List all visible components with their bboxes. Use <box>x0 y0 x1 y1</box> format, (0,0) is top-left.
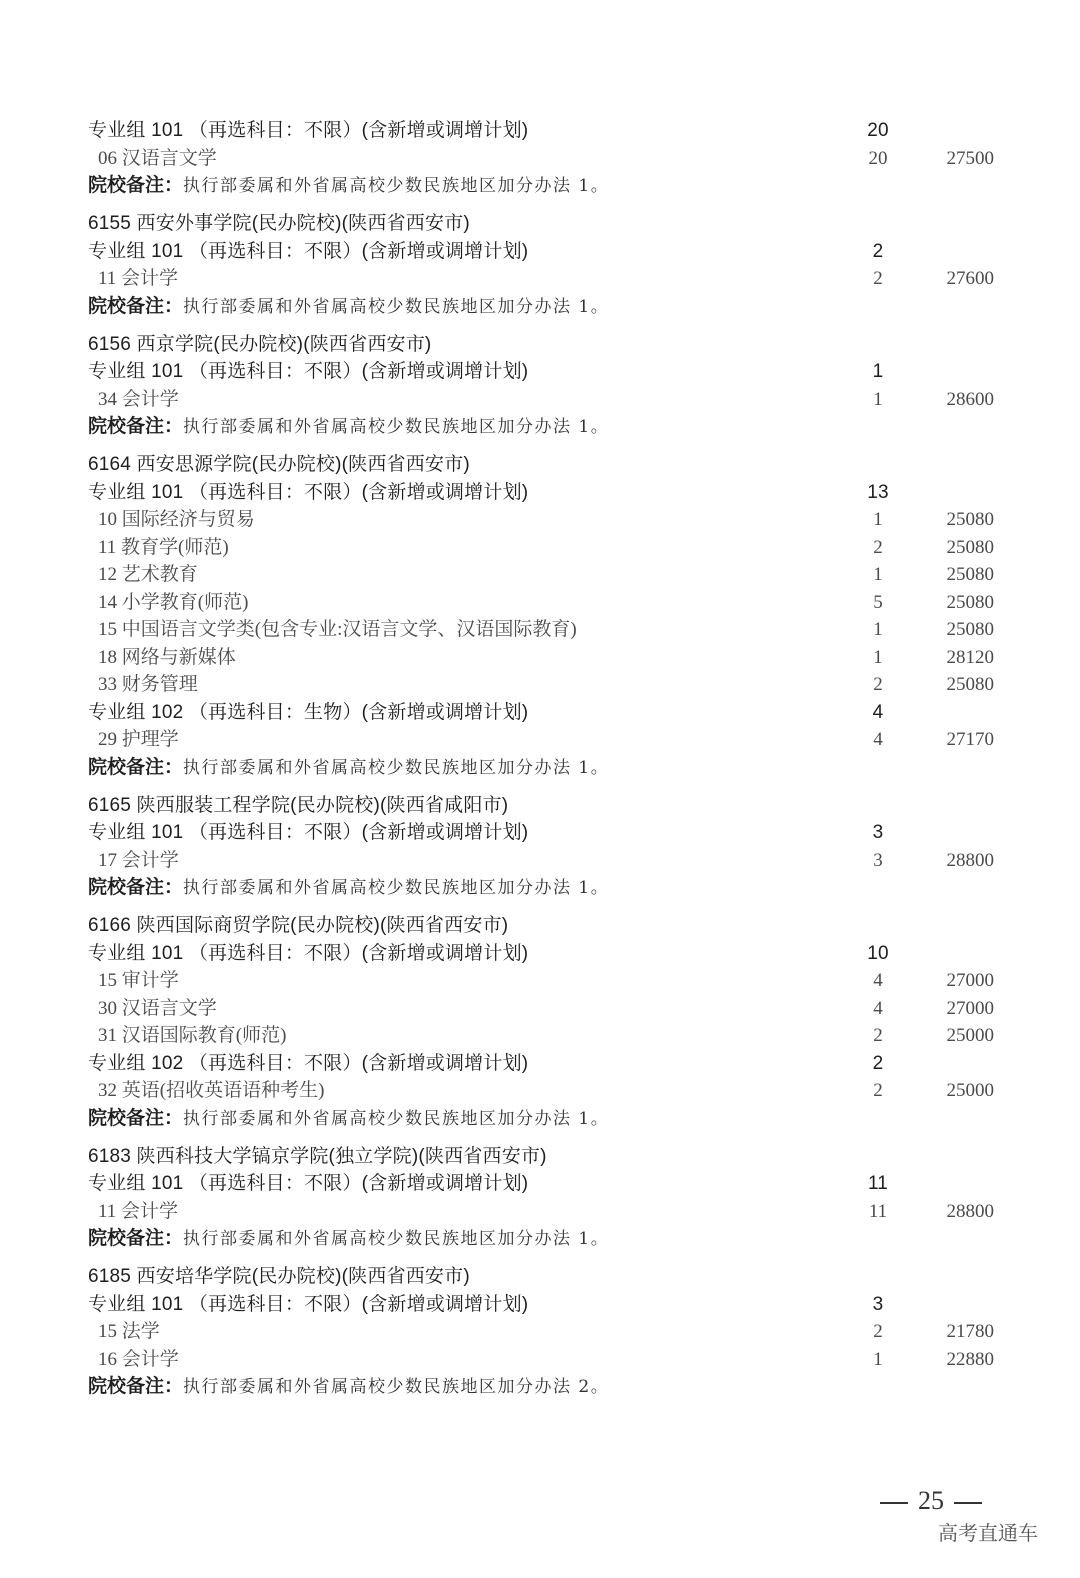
plan-count: 2 <box>873 1321 883 1342</box>
major-row <box>88 386 1008 414</box>
major-row <box>88 644 1008 672</box>
page-number-text: 25 <box>918 1486 944 1515</box>
major-row <box>88 534 1008 562</box>
school-note <box>88 1373 609 1402</box>
note-label: 院校备注： <box>88 1376 184 1397</box>
major-name: 11 会计学 <box>98 268 179 289</box>
major-name: 17 会计学 <box>98 849 179 871</box>
major-name: 33 财务管理 <box>98 674 198 695</box>
major-group-name: 专业组 101 （再选科目：不限）(含新增或调增计划) <box>88 942 529 964</box>
tuition-fee: 22880 <box>946 1348 994 1370</box>
school-name: 6185 西安培华学院(民办院校)(陕西省西安市) <box>88 1266 470 1287</box>
major-name: 31 汉语国际教育(师范) <box>98 1025 287 1046</box>
major-name: 12 艺术教育 <box>98 564 198 585</box>
note-body: 执行部委属和外省属高校少数民族地区加分办法 1。 <box>183 878 610 898</box>
plan-count: 1 <box>873 1348 883 1370</box>
section-spacer <box>88 902 1008 913</box>
school-note-row <box>88 413 1008 441</box>
school-row <box>88 1143 1008 1171</box>
major-group-row <box>88 479 1008 507</box>
major-group-name: 专业组 102 （再选科目：生物）(含新增或调增计划) <box>88 701 529 723</box>
note-label: 院校备注： <box>88 756 184 778</box>
plan-count: 2 <box>873 1025 883 1046</box>
tuition-fee: 25080 <box>946 509 994 530</box>
major-name: 16 会计学 <box>98 1348 179 1370</box>
major-row <box>88 589 1008 617</box>
plan-count: 3 <box>872 822 884 843</box>
plan-count: 13 <box>867 481 889 503</box>
major-name: 32 英语(招收英语语种考生) <box>98 1080 325 1101</box>
note-label: 院校备注： <box>88 416 184 437</box>
tuition-fee: 25080 <box>946 536 994 558</box>
school-note <box>88 413 609 442</box>
major-name: 18 网络与新媒体 <box>98 646 236 668</box>
note-label: 院校备注： <box>88 175 184 196</box>
plan-count: 1 <box>873 509 883 530</box>
tuition-fee: 28800 <box>946 1200 994 1222</box>
tuition-fee: 21780 <box>946 1321 994 1342</box>
note-label: 院校备注： <box>88 295 184 317</box>
school-note-row <box>88 754 1008 782</box>
school-name: 6166 陕西国际商贸学院(民办院校)(陕西省西安市) <box>88 915 509 936</box>
plan-count: 3 <box>873 849 883 871</box>
major-row <box>88 616 1008 644</box>
major-group-row <box>88 1050 1008 1078</box>
plan-count: 4 <box>873 970 883 991</box>
major-group-name: 专业组 101 （再选科目：不限）(含新增或调增计划) <box>88 120 529 141</box>
plan-count: 4 <box>872 701 884 723</box>
plan-count: 1 <box>872 361 884 382</box>
major-group-row <box>88 1170 1008 1198</box>
major-row <box>88 1022 1008 1050</box>
section-spacer <box>88 1253 1008 1264</box>
school-note-row <box>88 1225 1008 1253</box>
dash-right-decoration <box>954 1502 982 1504</box>
major-name: 10 国际经济与贸易 <box>98 509 255 530</box>
plan-count: 11 <box>868 1200 888 1222</box>
school-note-row <box>88 293 1008 321</box>
major-group-name: 专业组 101 （再选科目：不限）(含新增或调增计划) <box>88 1173 529 1194</box>
school-note <box>88 1105 609 1134</box>
note-label: 院校备注： <box>88 1107 184 1129</box>
plan-count: 2 <box>872 240 884 262</box>
school-row <box>88 451 1008 479</box>
major-group-row <box>88 1291 1008 1319</box>
major-name: 11 会计学 <box>98 1200 179 1222</box>
major-row <box>88 671 1008 699</box>
plan-count: 2 <box>873 674 883 695</box>
section-spacer <box>88 200 1008 211</box>
plan-count: 4 <box>873 997 883 1019</box>
tuition-fee: 27000 <box>946 970 994 991</box>
note-body: 执行部委属和外省属高校少数民族地区加分办法 1。 <box>183 1229 610 1249</box>
plan-count: 2 <box>873 536 883 558</box>
note-body: 执行部委属和外省属高校少数民族地区加分办法 2。 <box>183 1377 610 1397</box>
school-note <box>88 1225 609 1254</box>
major-name: 11 教育学(师范) <box>98 536 229 558</box>
major-group-row <box>88 819 1008 847</box>
tuition-fee: 27500 <box>946 147 994 169</box>
school-note-row <box>88 172 1008 200</box>
tuition-fee: 27170 <box>946 729 994 750</box>
school-name: 6156 西京学院(民办院校)(陕西省西安市) <box>88 333 432 355</box>
major-group-name: 专业组 101 （再选科目：不限）(含新增或调增计划) <box>88 1293 529 1315</box>
note-body: 执行部委属和外省属高校少数民族地区加分办法 1。 <box>183 296 610 317</box>
tuition-fee: 25080 <box>946 674 994 695</box>
plan-count: 1 <box>873 564 883 585</box>
section-spacer <box>88 320 1008 331</box>
school-note-row <box>88 1373 1008 1401</box>
plan-count: 2 <box>873 1080 883 1101</box>
note-label: 院校备注： <box>88 877 184 898</box>
major-name: 29 护理学 <box>98 729 179 750</box>
major-row <box>88 561 1008 589</box>
note-body: 执行部委属和外省属高校少数民族地区加分办法 1。 <box>183 176 610 196</box>
page-number <box>870 1486 992 1516</box>
major-row <box>88 1198 1008 1226</box>
school-row <box>88 792 1008 820</box>
school-note-row <box>88 874 1008 902</box>
plan-count: 1 <box>873 619 883 640</box>
major-name: 15 法学 <box>98 1321 160 1342</box>
major-group-name: 专业组 102 （再选科目：不限）(含新增或调增计划) <box>88 1052 529 1074</box>
tuition-fee: 25080 <box>946 591 994 613</box>
plan-count: 1 <box>873 646 883 668</box>
section-spacer <box>88 441 1008 452</box>
major-group-row <box>88 358 1008 386</box>
major-name: 30 汉语言文学 <box>98 997 217 1019</box>
note-body: 执行部委属和外省属高校少数民族地区加分办法 1。 <box>183 757 610 778</box>
watermark: 高考直通车 <box>938 1521 1038 1545</box>
major-group-name: 专业组 101 （再选科目：不限）(含新增或调增计划) <box>88 361 529 382</box>
section-spacer <box>88 781 1008 792</box>
plan-count: 20 <box>867 120 889 141</box>
major-row <box>88 726 1008 754</box>
major-group-name: 专业组 101 （再选科目：不限）(含新增或调增计划) <box>88 481 529 503</box>
tuition-fee: 25080 <box>946 564 994 585</box>
plan-count: 5 <box>873 591 883 613</box>
major-row <box>88 145 1008 173</box>
tuition-fee: 27000 <box>946 997 994 1019</box>
major-name: 15 中国语言文学类(包含专业:汉语言文学、汉语国际教育) <box>98 619 577 640</box>
major-group-name: 专业组 101 （再选科目：不限）(含新增或调增计划) <box>88 822 529 843</box>
plan-count: 3 <box>872 1293 884 1315</box>
school-note <box>88 874 609 903</box>
major-name: 14 小学教育(师范) <box>98 591 249 613</box>
major-row <box>88 265 1008 293</box>
major-row <box>88 995 1008 1023</box>
tuition-fee: 28800 <box>946 849 994 871</box>
major-name: 34 会计学 <box>98 388 179 410</box>
school-row <box>88 912 1008 940</box>
school-note <box>88 293 609 322</box>
school-name: 6165 陕西服装工程学院(民办院校)(陕西省咸阳市) <box>88 794 509 816</box>
note-body: 执行部委属和外省属高校少数民族地区加分办法 1。 <box>183 417 610 437</box>
major-row <box>88 967 1008 995</box>
major-row <box>88 1346 1008 1374</box>
major-row <box>88 506 1008 534</box>
school-row <box>88 1263 1008 1291</box>
major-row <box>88 847 1008 875</box>
school-row <box>88 210 1008 238</box>
plan-count: 20 <box>868 147 888 169</box>
major-name: 06 汉语言文学 <box>98 147 217 169</box>
major-row <box>88 1077 1008 1105</box>
plan-count: 2 <box>872 1052 884 1074</box>
plan-count: 10 <box>867 942 889 964</box>
major-row <box>88 1318 1008 1346</box>
plan-count: 1 <box>873 388 883 410</box>
school-name: 6183 陕西科技大学镐京学院(独立学院)(陕西省西安市) <box>88 1145 547 1167</box>
tuition-fee: 25000 <box>946 1080 994 1101</box>
tuition-fee: 27600 <box>946 268 994 289</box>
admission-plan-list <box>88 117 1008 1401</box>
note-body: 执行部委属和外省属高校少数民族地区加分办法 1。 <box>183 1108 610 1129</box>
plan-count: 11 <box>867 1173 889 1194</box>
note-label: 院校备注： <box>88 1228 184 1249</box>
major-group-row <box>88 117 1008 145</box>
major-group-row <box>88 238 1008 266</box>
tuition-fee: 25080 <box>946 619 994 640</box>
school-note-row <box>88 1105 1008 1133</box>
section-spacer <box>88 1132 1008 1143</box>
dash-left-decoration <box>880 1502 908 1504</box>
school-name: 6164 西安思源学院(民办院校)(陕西省西安市) <box>88 454 470 475</box>
major-group-name: 专业组 101 （再选科目：不限）(含新增或调增计划) <box>88 240 529 262</box>
tuition-fee: 28120 <box>946 646 994 668</box>
major-group-row <box>88 940 1008 968</box>
school-note <box>88 754 609 783</box>
major-group-row <box>88 699 1008 727</box>
major-name: 15 审计学 <box>98 970 179 991</box>
tuition-fee: 28600 <box>946 388 994 410</box>
school-name: 6155 西安外事学院(民办院校)(陕西省西安市) <box>88 213 470 234</box>
plan-count: 2 <box>873 268 883 289</box>
tuition-fee: 25000 <box>946 1025 994 1046</box>
plan-count: 4 <box>873 729 883 750</box>
school-row <box>88 331 1008 359</box>
school-note <box>88 172 609 201</box>
